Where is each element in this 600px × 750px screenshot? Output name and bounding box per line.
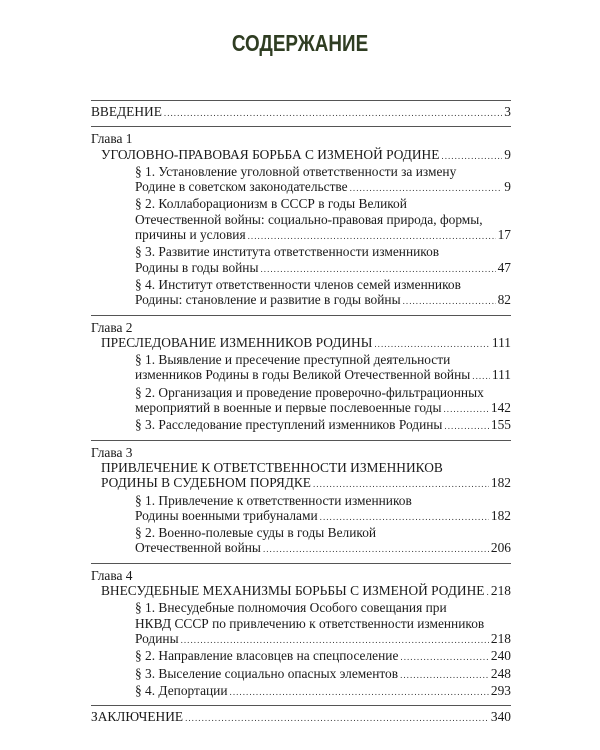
section-entry bbox=[135, 417, 511, 434]
table-of-contents bbox=[91, 100, 511, 726]
section-last-line bbox=[135, 260, 511, 277]
section-line: § 2. Организация и проведение проверочно-фильтрационных bbox=[135, 384, 484, 400]
dot-leader bbox=[400, 648, 489, 665]
section-last-line-text: Родины: становление и развитие в годы войны bbox=[135, 292, 401, 308]
section-last-line bbox=[135, 631, 511, 648]
chapter-title-page: 182 bbox=[490, 475, 511, 491]
chapter-label: Глава 4 bbox=[91, 567, 133, 583]
dot-leader bbox=[181, 631, 489, 648]
section-entry bbox=[135, 600, 511, 648]
section-last-line-page: 248 bbox=[490, 665, 511, 681]
chapter-title-page: 111 bbox=[491, 334, 511, 350]
conclusion-entry-text: ЗАКЛЮЧЕНИЕ bbox=[91, 709, 184, 725]
section-entry bbox=[135, 164, 511, 197]
dot-leader bbox=[320, 508, 489, 525]
section-last-line bbox=[135, 508, 511, 525]
separator-line bbox=[91, 315, 511, 316]
section-last-line bbox=[135, 540, 511, 557]
dot-leader bbox=[403, 292, 496, 309]
section-entry bbox=[135, 648, 511, 665]
chapter-title-line: ПРИВЛЕЧЕНИЕ К ОТВЕТСТВЕННОСТИ ИЗМЕННИКОВ bbox=[101, 459, 443, 475]
section-entry bbox=[135, 196, 511, 244]
section-last-line-text: причины и условия bbox=[135, 227, 246, 243]
section-last-line-page: 17 bbox=[497, 227, 511, 243]
section-last-line-text: § 2. Направление власовцев на спецпоселение bbox=[135, 648, 399, 664]
dot-leader bbox=[164, 104, 502, 121]
dot-leader bbox=[443, 400, 488, 417]
section-last-line-page: 218 bbox=[490, 630, 511, 646]
section-line: Отечественной войны: социально-правовая природа, формы, bbox=[135, 211, 483, 227]
section-last-line-page: 142 bbox=[490, 400, 511, 416]
dot-leader bbox=[263, 540, 489, 557]
section-last-line bbox=[135, 683, 511, 700]
chapter-label: Глава 3 bbox=[91, 444, 133, 460]
chapter-2 bbox=[91, 320, 511, 435]
intro-entry bbox=[91, 104, 511, 121]
section-last-line-text: § 3. Выселение социально опасных элементов bbox=[135, 665, 399, 681]
chapter-title bbox=[101, 147, 511, 164]
dot-leader bbox=[441, 147, 502, 164]
section-entry bbox=[135, 493, 511, 526]
chapter-title-page: 218 bbox=[490, 583, 511, 599]
separator-line bbox=[91, 100, 511, 101]
section-last-line-text: мероприятий в военные и первые послевоенные годы bbox=[135, 400, 442, 416]
intro-entry-text: ВВЕДЕНИЕ bbox=[91, 104, 162, 119]
section-last-line-text: Родины bbox=[135, 630, 179, 646]
dot-leader bbox=[260, 260, 495, 277]
section-last-line-text: изменников Родины в годы Великой Отечественной войны bbox=[135, 367, 471, 383]
chapter-title bbox=[101, 475, 511, 492]
separator-line bbox=[91, 563, 511, 564]
section-last-line bbox=[135, 417, 511, 434]
section-line: § 2. Военно-полевые суды в годы Великой bbox=[135, 525, 377, 541]
section-last-line-text: Родины в годы войны bbox=[135, 259, 259, 275]
section-entry bbox=[135, 385, 511, 418]
dot-leader bbox=[230, 683, 489, 700]
dot-leader bbox=[486, 583, 488, 600]
section-last-line bbox=[135, 400, 511, 417]
dot-leader bbox=[350, 179, 503, 196]
section-last-line-text: Родины военными трибуналами bbox=[135, 507, 318, 523]
section-last-line bbox=[135, 179, 511, 196]
section-last-line-text: § 3. Расследование преступлений изменников Родины bbox=[135, 417, 443, 433]
section-entry bbox=[135, 352, 511, 385]
chapter-label: Глава 1 bbox=[91, 131, 133, 147]
chapter-title-text: РОДИНЫ В СУДЕБНОМ ПОРЯДКЕ bbox=[101, 475, 311, 491]
dot-leader bbox=[472, 367, 490, 384]
separator-line bbox=[91, 126, 511, 127]
chapter-1 bbox=[91, 131, 511, 309]
chapter-title-text: ВНЕСУДЕБНЫЕ МЕХАНИЗМЫ БОРЬБЫ С ИЗМЕНОЙ РОДИНЕ bbox=[101, 583, 485, 599]
section-last-line bbox=[135, 648, 511, 665]
section-line: § 4. Институт ответственности членов семей изменников bbox=[135, 276, 461, 292]
section-last-line bbox=[135, 292, 511, 309]
dot-leader bbox=[313, 475, 489, 492]
section-entry bbox=[135, 244, 511, 277]
chapter-title-text: УГОЛОВНО-ПРАВОВАЯ БОРЬБА С ИЗМЕНОЙ РОДИНЕ bbox=[101, 146, 440, 162]
section-last-line-page: 293 bbox=[490, 682, 511, 698]
dot-leader bbox=[374, 335, 490, 352]
dot-leader bbox=[185, 709, 489, 726]
dot-leader bbox=[444, 417, 488, 434]
section-last-line-page: 240 bbox=[490, 648, 511, 664]
chapter-title bbox=[101, 583, 511, 600]
section-last-line-text: Отечественной войны bbox=[135, 540, 261, 556]
intro-entry-page: 3 bbox=[504, 104, 511, 119]
section-last-line bbox=[135, 666, 511, 683]
section-line: § 1. Выявление и пресечение преступной деятельности bbox=[135, 352, 451, 368]
section-entry bbox=[135, 277, 511, 310]
section-line: § 3. Развитие института ответственности изменников bbox=[135, 244, 440, 260]
separator-line bbox=[91, 705, 511, 706]
section-last-line-page: 111 bbox=[491, 367, 511, 383]
section-last-line-page: 82 bbox=[497, 292, 511, 308]
chapter-3 bbox=[91, 445, 511, 558]
section-line: § 1. Установление уголовной ответственности за измену bbox=[135, 163, 457, 179]
dot-leader bbox=[248, 227, 496, 244]
section-line: НКВД СССР по привлечению к ответственности изменников bbox=[135, 615, 485, 631]
section-line: § 2. Коллаборационизм в СССР в годы Великой bbox=[135, 196, 407, 212]
section-last-line-text: § 4. Депортации bbox=[135, 682, 228, 698]
dot-leader bbox=[400, 666, 489, 683]
section-entry bbox=[135, 683, 511, 700]
section-last-line bbox=[135, 367, 511, 384]
section-entry bbox=[135, 525, 511, 558]
chapter-title-page: 9 bbox=[504, 146, 511, 162]
conclusion-entry-page: 340 bbox=[490, 709, 511, 725]
section-last-line-page: 182 bbox=[490, 507, 511, 523]
section-entry bbox=[135, 666, 511, 683]
chapter-title-text: ПРЕСЛЕДОВАНИЕ ИЗМЕННИКОВ РОДИНЫ bbox=[101, 334, 373, 350]
section-last-line-page: 155 bbox=[490, 417, 511, 433]
page-title: СОДЕРЖАНИЕ bbox=[231, 30, 369, 56]
section-last-line-page: 47 bbox=[497, 259, 511, 275]
separator-line bbox=[91, 440, 511, 441]
section-last-line bbox=[135, 227, 511, 244]
section-line: § 1. Внесудебные полномочия Особого совещания при bbox=[135, 600, 447, 616]
chapter-title bbox=[101, 335, 511, 352]
section-last-line-page: 9 bbox=[504, 179, 511, 195]
section-last-line-page: 206 bbox=[490, 540, 511, 556]
section-line: § 1. Привлечение к ответственности изменников bbox=[135, 492, 412, 508]
section-last-line-text: Родине в советском законодательстве bbox=[135, 179, 348, 195]
chapter-label: Глава 2 bbox=[91, 319, 133, 335]
chapter-4 bbox=[91, 568, 511, 700]
conclusion-entry bbox=[91, 709, 511, 726]
